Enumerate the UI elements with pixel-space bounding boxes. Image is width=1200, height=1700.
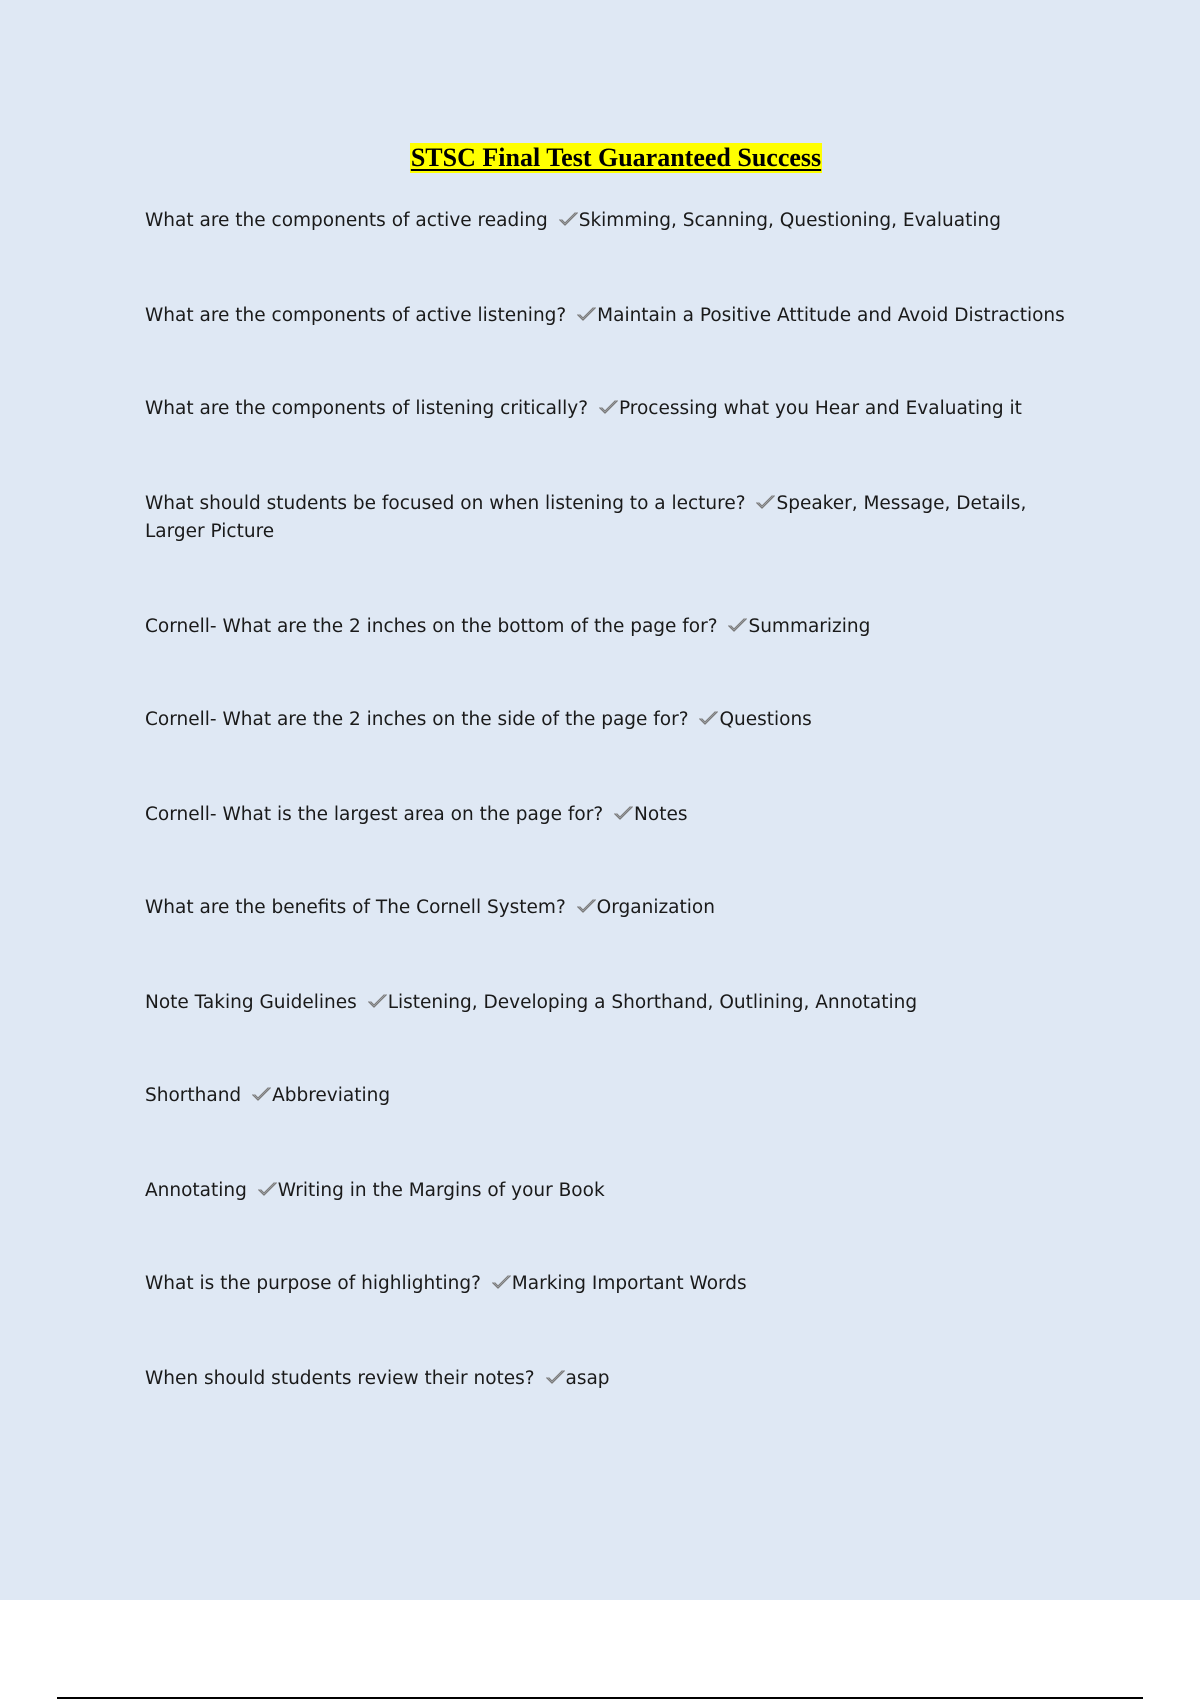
check-mark-icon [251, 1086, 272, 1102]
check-mark-icon [576, 898, 597, 914]
question-text: What are the benefits of The Cornell System? [145, 897, 566, 918]
answer-text: Listening, Developing a Shorthand, Outlining, Annotating [387, 992, 918, 1013]
qa-item [145, 1082, 1075, 1110]
check-mark-icon [698, 710, 719, 726]
qa-item [145, 801, 1075, 829]
answer-text: Maintain a Positive Attitude and Avoid Distractions [597, 305, 1065, 326]
footer-divider [57, 1697, 1143, 1699]
check-mark-icon [491, 1274, 512, 1290]
check-mark-icon [727, 617, 748, 633]
check-mark-icon [755, 494, 776, 510]
check-mark-icon [558, 211, 579, 227]
qa-item [145, 207, 1075, 235]
question-text: Cornell- What are the 2 inches on the bottom of the page for? [145, 616, 718, 637]
answer-text: Skimming, Scanning, Questioning, Evaluating [578, 210, 1001, 231]
check-mark-icon [576, 306, 597, 322]
qa-item [145, 989, 1075, 1017]
answer-text: Writing in the Margins of your Book [277, 1180, 605, 1201]
answer-text: asap [565, 1368, 610, 1389]
question-text: Cornell- What is the largest area on the page for? [145, 804, 604, 825]
qa-item [145, 894, 1075, 922]
qa-item [145, 1365, 1075, 1393]
question-text: What should students be focused on when listening to a lecture? [145, 493, 746, 514]
answer-text: Summarizing [748, 616, 871, 637]
check-mark-icon [545, 1369, 566, 1385]
question-text: What are the components of listening critically? [145, 398, 589, 419]
qa-item [145, 395, 1075, 423]
answer-text: Questions [719, 709, 812, 730]
question-text: Shorthand [145, 1085, 242, 1106]
check-mark-icon [367, 993, 388, 1009]
answer-text: Abbreviating [272, 1085, 391, 1106]
title-container [0, 143, 1200, 173]
answer-text: Organization [596, 897, 715, 918]
question-text: When should students review their notes? [145, 1368, 535, 1389]
question-text: Note Taking Guidelines [145, 992, 357, 1013]
qa-item [145, 706, 1075, 734]
qa-item [145, 1270, 1075, 1298]
answer-text: Speaker, Message, Details, Larger Picture [145, 493, 1027, 542]
check-mark-icon [613, 805, 634, 821]
question-text: What are the components of active listening? [145, 305, 567, 326]
qa-item [145, 302, 1075, 330]
answer-text: Marking Important Words [511, 1273, 747, 1294]
qa-item [145, 1177, 1075, 1205]
question-text: Annotating [145, 1180, 247, 1201]
question-text: What are the components of active reading [145, 210, 548, 231]
question-text: Cornell- What are the 2 inches on the side of the page for? [145, 709, 689, 730]
answer-text: Notes [634, 804, 688, 825]
question-text: What is the purpose of highlighting? [145, 1273, 481, 1294]
qa-item [145, 613, 1075, 641]
check-mark-icon [598, 399, 619, 415]
document-title: STSC Final Test Guaranteed Success [410, 143, 822, 172]
qa-item [145, 490, 1075, 546]
check-mark-icon [257, 1181, 278, 1197]
answer-text: Processing what you Hear and Evaluating it [618, 398, 1022, 419]
